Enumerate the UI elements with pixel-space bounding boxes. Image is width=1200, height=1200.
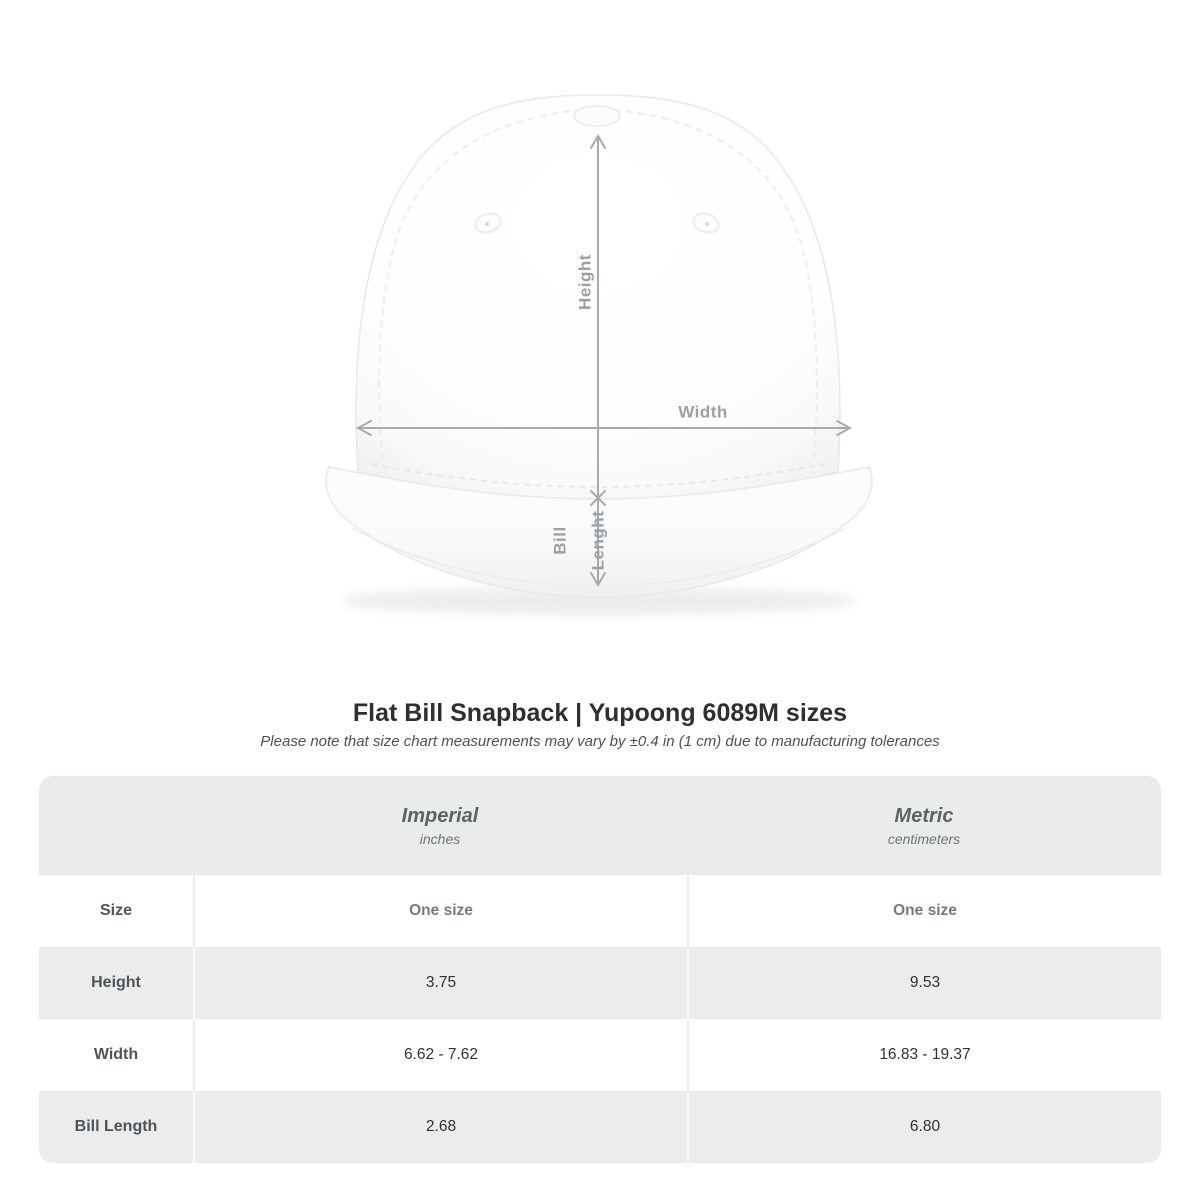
table-header-row <box>39 776 1161 875</box>
bill-label-line2: Lenght <box>588 510 608 571</box>
row-label: Width <box>93 1046 139 1063</box>
column-header-imperial <box>193 776 687 875</box>
imperial-value: 3.75 <box>193 947 687 1019</box>
imperial-value: One size <box>193 875 687 947</box>
metric-value: 16.83 - 19.37 <box>687 1019 1161 1091</box>
page-title: Flat Bill Snapback | Yupoong 6089M sizes <box>352 699 848 727</box>
row-label: Size <box>99 902 132 919</box>
imperial-label: Imperial <box>401 804 479 827</box>
metric-value: 6.80 <box>687 1091 1161 1163</box>
table-row-height <box>39 947 1161 1019</box>
page-subtitle: Please note that size chart measurements may vary by ±0.4 in (1 cm) due to manufacturing tolerances <box>260 733 940 750</box>
metric-unit: centimeters <box>887 830 961 847</box>
size-table <box>39 776 1161 1163</box>
row-label: Height <box>91 974 141 991</box>
table-row-size <box>39 875 1161 947</box>
metric-label: Metric <box>894 804 954 827</box>
table-header-spacer <box>39 776 193 875</box>
hat-button <box>574 106 620 126</box>
metric-value: 9.53 <box>687 947 1161 1019</box>
column-header-metric <box>687 776 1161 875</box>
title-block <box>0 699 1200 750</box>
height-dimension-label: Height <box>575 254 595 310</box>
imperial-unit: inches <box>419 830 461 847</box>
metric-value: One size <box>687 875 1161 947</box>
bill-label-line1: Bill <box>550 526 570 555</box>
bill-length-dimension-label <box>532 511 627 592</box>
row-label: Bill Length <box>74 1118 158 1135</box>
table-row-bill-length <box>39 1091 1161 1163</box>
table-row-width <box>39 1019 1161 1091</box>
imperial-value: 2.68 <box>193 1091 687 1163</box>
width-dimension-label: Width <box>678 402 728 422</box>
imperial-value: 6.62 - 7.62 <box>193 1019 687 1091</box>
